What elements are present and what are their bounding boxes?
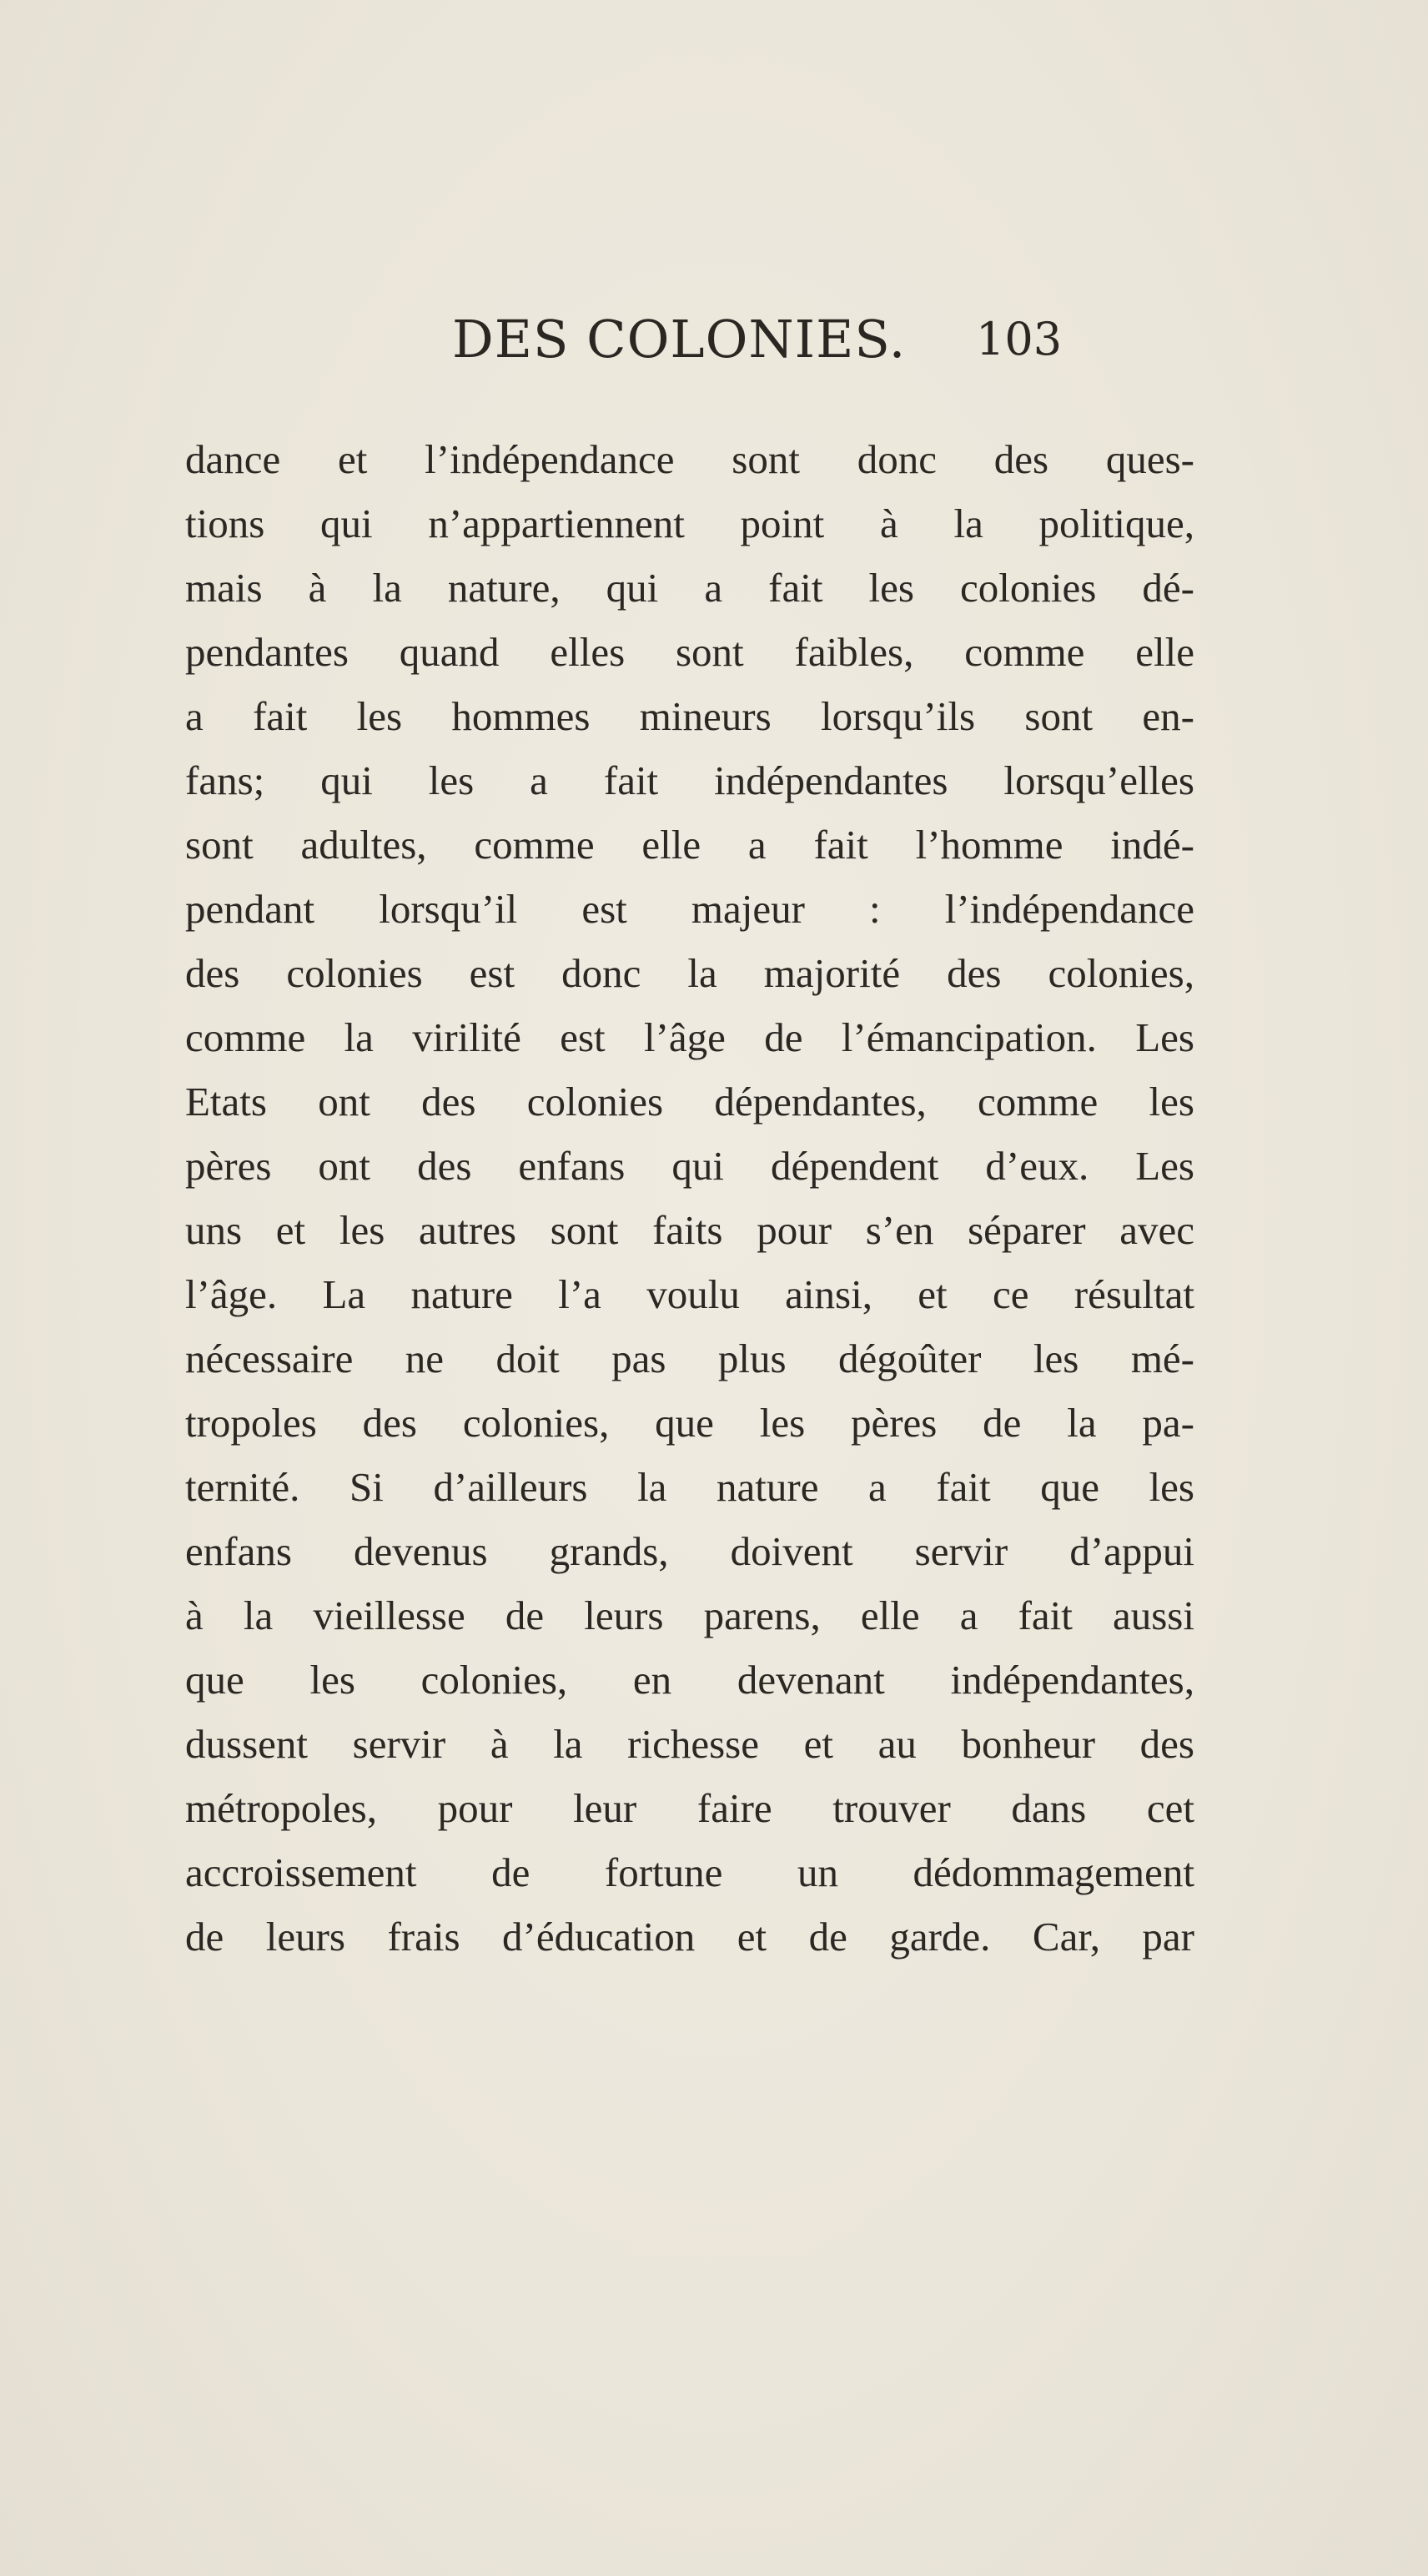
page-header <box>0 294 1428 385</box>
text-line: nécessaire ne doit pas plus dégoûter les mé- <box>185 1336 1194 1381</box>
text-line: dance et l’indépendance sont donc des ques- <box>185 436 1194 482</box>
text-line: ternité. Si d’ailleurs la nature a fait que les <box>185 1464 1194 1510</box>
text-line: à la vieillesse de leurs parens, elle a fait aussi <box>185 1592 1194 1638</box>
running-title: DES COLONIES. <box>452 309 907 370</box>
text-line: uns et les autres sont faits pour s’en séparer avec <box>185 1207 1194 1253</box>
body-text <box>185 427 1194 1969</box>
text-line: l’âge. La nature l’a voulu ainsi, et ce résultat <box>185 1271 1194 1317</box>
text-line: tions qui n’appartiennent point à la politique, <box>185 501 1194 546</box>
text-line: pendant lorsqu’il est majeur : l’indépendance <box>185 886 1194 932</box>
text-line: a fait les hommes mineurs lorsqu’ils sont en- <box>185 693 1194 739</box>
text-line: Etats ont des colonies dépendantes, comme les <box>185 1079 1194 1124</box>
text-line: accroissement de fortune un dédommagement <box>185 1849 1194 1895</box>
text-line: tropoles des colonies, que les pères de la pa- <box>185 1400 1194 1446</box>
text-line: des colonies est donc la majorité des colonies, <box>185 950 1194 996</box>
text-line: pères ont des enfans qui dépendent d’eux. Les <box>185 1143 1194 1189</box>
text-line: dussent servir à la richesse et au bonheur des <box>185 1721 1194 1767</box>
text-line: comme la virilité est l’âge de l’émancipation. Les <box>185 1014 1194 1060</box>
page-number: 103 <box>976 313 1063 365</box>
text-line: sont adultes, comme elle a fait l’homme indé- <box>185 822 1194 868</box>
text-line: pendantes quand elles sont faibles, comme elle <box>185 629 1194 675</box>
text-line: métropoles, pour leur faire trouver dans cet <box>185 1785 1194 1831</box>
text-line: fans; qui les a fait indépendantes lorsqu’elles <box>185 757 1194 803</box>
text-line: de leurs frais d’éducation et de garde. Car, par <box>185 1914 1194 1960</box>
text-line: que les colonies, en devenant indépendantes, <box>185 1657 1194 1703</box>
text-line: mais à la nature, qui a fait les colonies dé- <box>185 565 1194 611</box>
text-line: enfans devenus grands, doivent servir d’appui <box>185 1528 1194 1574</box>
